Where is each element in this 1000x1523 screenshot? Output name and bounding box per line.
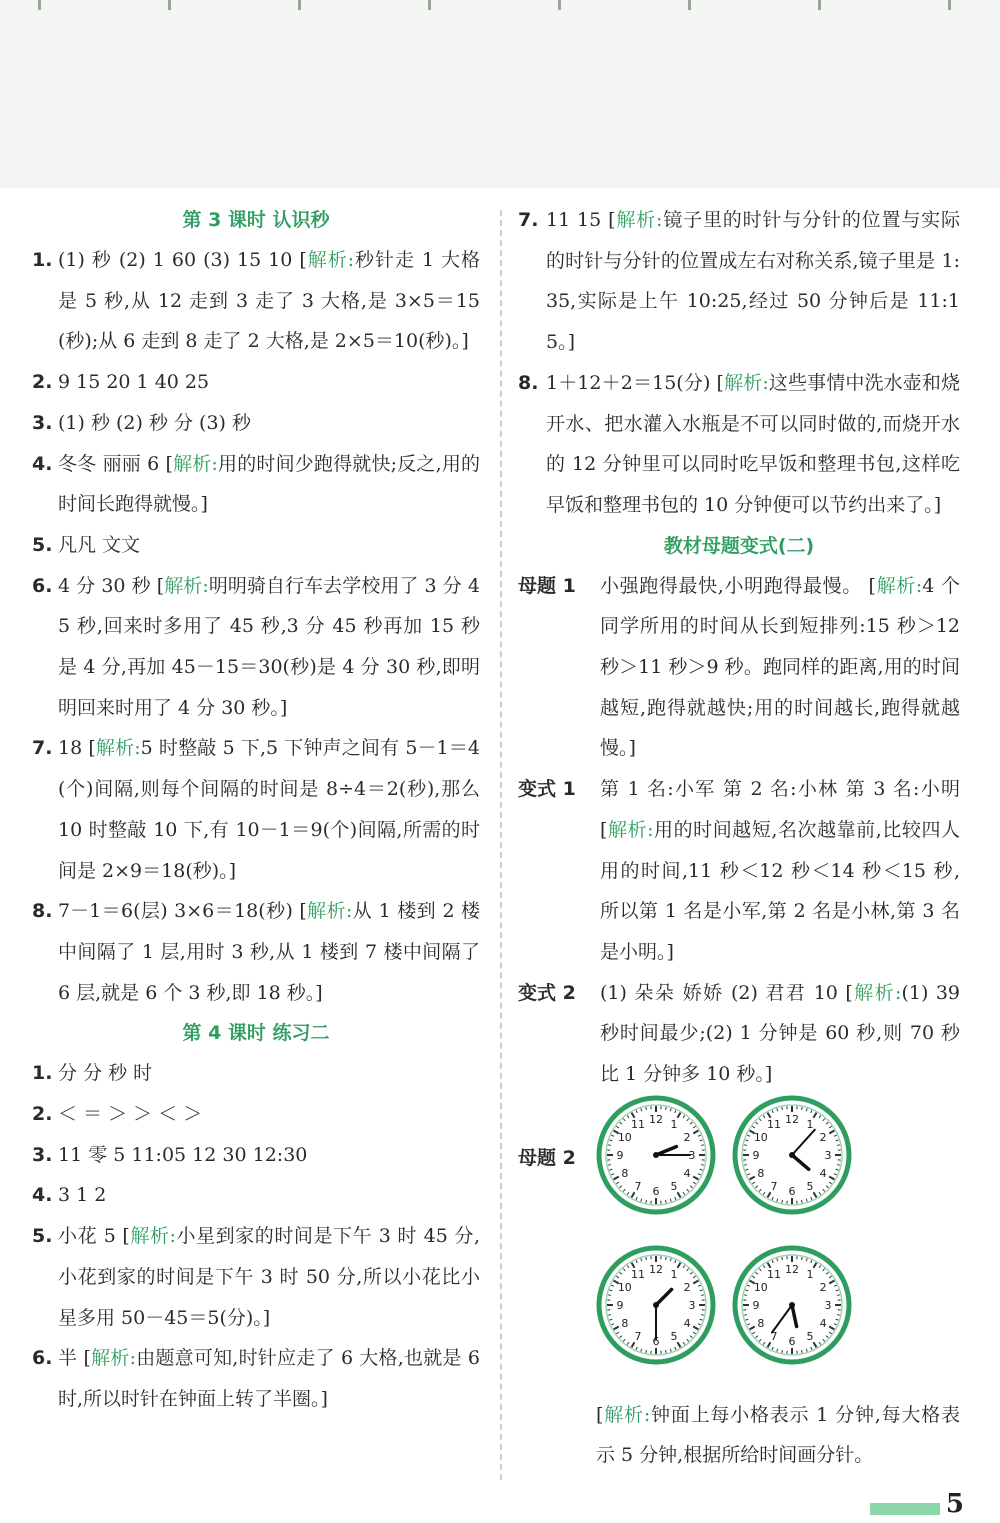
tick-mark <box>558 0 561 10</box>
analysis-text: 镜子里的时针与分针的位置与实际的时针与分针的位置成左右对称关系,镜子里是 1:35,实际是上午 10:25,经过 50 分钟后是 11:15。] <box>546 209 960 354</box>
clock-numeral: 6 <box>788 1334 796 1348</box>
clock-tick <box>666 1350 667 1353</box>
analysis-text: 用的时间少跑得就快;反之,用的时间长跑得就慢。] <box>58 452 480 516</box>
item-text <box>546 200 960 363</box>
answer-item <box>32 1053 480 1094</box>
clock-numeral: 12 <box>649 1262 663 1276</box>
analysis-tag: 解析: <box>129 1225 176 1248</box>
analysis-text: 4 个同学所用的时间从长到短排列:15 秒＞12 秒＞11 秒＞9 秒。跑同样的距离,用的时间越短,跑得就越快;用的时间越长,跑得就越慢。] <box>600 574 960 760</box>
answer-text: 半 [ <box>58 1347 91 1370</box>
item-text <box>58 1135 480 1176</box>
clock-numeral: 2 <box>683 1280 691 1294</box>
clock-numeral: 9 <box>752 1148 760 1162</box>
clock-numeral: 8 <box>757 1166 765 1180</box>
answer-text: 3 1 2 <box>58 1184 107 1207</box>
clock-numeral: 12 <box>785 1262 799 1276</box>
clock-numeral: 1 <box>806 1267 814 1281</box>
item-number: 5. <box>32 1225 53 1248</box>
clock-label: 母题 2 <box>518 1146 576 1169</box>
tick-mark <box>818 0 821 10</box>
clock-tick <box>608 1295 611 1296</box>
answer-item <box>32 891 480 1013</box>
item-number: 6. <box>32 1347 53 1370</box>
final-note: [解析:钟面上每小格表示 1 分钟,每大格表示 5 分钟,根据所给时间画分针。 <box>596 1403 960 1467</box>
item-number: 3. <box>32 1143 53 1166</box>
clock-numeral: 8 <box>757 1316 765 1330</box>
tick-mark <box>948 0 951 10</box>
analysis-tag: 解析: <box>875 574 923 597</box>
clock-numeral: 7 <box>770 1179 778 1193</box>
clock-numeral: 8 <box>621 1316 629 1330</box>
analysis-tag: 解析: <box>607 818 654 841</box>
clock-tick <box>608 1145 611 1146</box>
answer-text: 凡凡 文文 <box>58 533 141 556</box>
answer-text: (1) 秒 (2) 1 60 (3) 15 10 [ <box>58 249 307 271</box>
clock-tick <box>744 1295 747 1296</box>
clock-tick <box>837 1164 840 1165</box>
left-column <box>32 200 480 1420</box>
analysis-tag: 解析: <box>306 249 355 271</box>
clock-tick <box>646 1107 647 1110</box>
answer-item <box>518 566 960 770</box>
clock-tick <box>666 1200 667 1203</box>
top-band <box>0 0 1000 188</box>
answer-text: 分 分 秒 时 <box>58 1062 153 1085</box>
right-column <box>518 200 960 1476</box>
clock-numeral: 6 <box>652 1334 660 1348</box>
item-text <box>600 973 960 1095</box>
analysis-tag: 解析: <box>615 209 663 231</box>
clock-numeral: 9 <box>752 1298 760 1312</box>
item-text <box>546 363 960 526</box>
clock-tick <box>666 1257 667 1260</box>
analysis-text: 秒针走 1 大格是 5 秒,从 12 走到 3 走了 3 大格,是 3×5＝15(秒);从 6 走到 8 走了 2 大格,是 2×5＝10(秒)。] <box>58 249 480 353</box>
clock-numeral: 10 <box>617 1280 632 1294</box>
item-text <box>600 566 960 770</box>
analysis-tag: 解析: <box>723 371 769 394</box>
clock-numeral: 1 <box>806 1117 814 1131</box>
answer-text: 11 15 [ <box>546 209 616 231</box>
clock-numeral: 4 <box>819 1166 827 1180</box>
clock-group <box>518 1095 960 1395</box>
item-label: 母题 1 <box>518 574 576 597</box>
analysis-text: (1) 39 秒时间最少;(2) 1 分钟是 60 秒,则 70 秒比 1 分钟多 10 秒。] <box>600 981 961 1086</box>
clock-tick <box>666 1107 667 1110</box>
analysis-text: 用的时间越短,名次越靠前,比较四人用的时间,11 秒＜12 秒＜14 秒＜15 秒,所以第 1 名是小军,第 2 名是小林,第 3 名是小明。] <box>600 818 960 963</box>
clock-numeral: 6 <box>788 1184 796 1198</box>
answer-text: (1) 秒 (2) 秒 分 (3) 秒 <box>58 411 251 434</box>
clock-numeral: 5 <box>806 1179 814 1193</box>
clock-tick <box>608 1164 611 1165</box>
clock-numeral: 5 <box>670 1179 678 1193</box>
answer-item <box>32 1094 480 1135</box>
answer-item <box>518 363 960 526</box>
item-number: 7. <box>32 737 53 760</box>
clock-numeral: 11 <box>767 1117 781 1131</box>
clock-tick <box>646 1257 647 1260</box>
item-number: 1. <box>32 1062 53 1085</box>
answer-item <box>32 1135 480 1176</box>
answer-item <box>32 1175 480 1216</box>
answer-item <box>32 1216 480 1338</box>
clock-numeral: 12 <box>785 1112 799 1126</box>
clock-center <box>789 1152 795 1158</box>
analysis-text: 由题意可知,时针应走了 6 大格,也就是 6 时,所以时针在钟面上转了半圈。] <box>58 1347 481 1410</box>
clock-numeral: 10 <box>617 1130 632 1144</box>
item-text <box>58 1053 480 1094</box>
analysis-tag: 解析: <box>95 737 141 760</box>
item-number: 8. <box>518 371 539 394</box>
clock-numeral: 8 <box>621 1166 629 1180</box>
analysis-text: 从 1 楼到 2 楼中间隔了 1 层,用时 3 秒,从 1 楼到 7 楼中间隔了 6 层,就是 6 个 3 秒,即 18 秒。] <box>58 900 480 1004</box>
clock-tick <box>837 1314 840 1315</box>
clock-face-2 <box>732 1095 852 1215</box>
clock-numeral: 11 <box>767 1267 781 1281</box>
item-number: 4. <box>32 452 53 475</box>
clock-center <box>789 1302 795 1308</box>
clock-face-3 <box>596 1245 716 1365</box>
clock-numeral: 7 <box>770 1329 778 1343</box>
clock-numeral: 7 <box>634 1329 642 1343</box>
clock-tick <box>701 1295 704 1296</box>
tick-mark <box>38 0 41 10</box>
clock-tick <box>782 1200 783 1203</box>
analysis-tag: 解析: <box>852 981 902 1004</box>
item-number: 6. <box>32 574 53 597</box>
answer-text: 小强跑得最快,小明跑得最慢。 [ <box>600 574 876 597</box>
clock-numeral: 11 <box>631 1117 645 1131</box>
clock-tick <box>744 1164 747 1165</box>
clock-center <box>653 1152 659 1158</box>
item-text <box>58 403 480 444</box>
clock-numeral: 9 <box>616 1148 624 1162</box>
clock-tick <box>701 1314 704 1315</box>
analysis-text: 小星到家的时间是下午 3 时 45 分,小花到家的时间是下午 3 时 50 分,所以小花比小星多用 50－45＝5(分)。] <box>58 1225 480 1329</box>
clock-tick <box>782 1350 783 1353</box>
clock-numeral: 5 <box>806 1329 814 1343</box>
analysis-text: 5 时整敲 5 下,5 下钟声之间有 5－1＝4(个)间隔,则每个间隔的时间是 8÷4＝2(秒),那么 10 时整敲 10 下,有 10－1＝9(个)间隔,所需的时间是 2×9＝18(秒)。] <box>58 737 480 882</box>
answer-item <box>32 728 480 891</box>
item-number: 4. <box>32 1184 53 1207</box>
item-text <box>58 525 480 566</box>
clock-tick <box>802 1200 803 1203</box>
answer-text: 9 15 20 1 40 25 <box>58 371 210 394</box>
item-text <box>58 362 480 403</box>
clock-tick <box>837 1145 840 1146</box>
clock-numeral: 3 <box>824 1298 832 1312</box>
analysis-tag: 解析: <box>172 452 218 475</box>
analysis-tag: 解析: <box>90 1347 136 1370</box>
answer-text: 4 分 30 秒 [ <box>58 574 165 597</box>
clock-tick <box>744 1314 747 1315</box>
answer-item <box>518 200 960 363</box>
clock-numeral: 6 <box>652 1184 660 1198</box>
analysis-tag: 解析: <box>306 900 353 923</box>
clock-numeral: 2 <box>819 1130 827 1144</box>
item-text <box>600 769 960 973</box>
answer-item <box>518 973 960 1095</box>
item-text <box>58 444 480 525</box>
item-text <box>58 1175 480 1216</box>
clock-tick <box>701 1145 704 1146</box>
clock-numeral: 10 <box>753 1280 768 1294</box>
clock-numeral: 5 <box>670 1329 678 1343</box>
answer-item <box>32 566 480 729</box>
clock-numeral: 4 <box>683 1316 691 1330</box>
analysis-tag: 解析: <box>164 574 209 597</box>
clock-numeral: 3 <box>688 1148 696 1162</box>
column-divider <box>500 210 502 1480</box>
answer-text: 11 零 5 11:05 12 30 12:30 <box>58 1143 308 1166</box>
analysis-text: 明明骑自行车去学校用了 3 分 45 秒,回来时多用了 45 秒,3 分 45 秒再加 15 秒是 4 分,再加 45－15＝30(秒)是 4 分 30 秒,即明明回来时用了 4 分 30 秒。] <box>58 574 480 719</box>
answer-text: 冬冬 丽丽 6 [ <box>58 452 173 475</box>
clock-tick <box>837 1295 840 1296</box>
clock-center <box>653 1302 659 1308</box>
item-number: 3. <box>32 411 53 434</box>
footer-bar <box>870 1503 940 1515</box>
clock-tick <box>646 1200 647 1203</box>
answer-item <box>518 769 960 973</box>
page-number: 5 <box>945 1489 964 1519</box>
answer-text: ＜ ＝ ＞ ＞ ＜ ＞ <box>58 1103 203 1126</box>
answer-text: 第 1 名:小军 第 2 名:小林 第 3 名:小明 [ <box>600 778 960 841</box>
tick-mark <box>168 0 171 10</box>
item-text <box>58 891 480 1013</box>
answer-text: (1) 朵朵 娇娇 (2) 君君 10 [ <box>600 981 853 1004</box>
clock-numeral: 9 <box>616 1298 624 1312</box>
item-label: 变式 2 <box>518 981 576 1004</box>
section-title: 第 3 课时 认识秒 <box>182 209 330 231</box>
item-number: 7. <box>518 209 539 231</box>
item-number: 2. <box>32 371 53 394</box>
item-text <box>58 566 480 729</box>
analysis-text: 这些事情中洗水壶和烧开水、把水灌入水瓶是不可以同时做的,而烧开水的 12 分钟里可以同时吃早饭和整理书包,这样吃早饭和整理书包的 10 分钟便可以节约出来了。] <box>546 371 960 516</box>
item-text <box>58 1338 480 1419</box>
clock-numeral: 10 <box>753 1130 768 1144</box>
answer-text: 7－1＝6(层) 3×6＝18(秒) [ <box>58 900 307 923</box>
clock-tick <box>701 1164 704 1165</box>
clock-tick <box>802 1257 803 1260</box>
answer-item <box>32 525 480 566</box>
answer-item <box>32 240 480 362</box>
item-number: 8. <box>32 900 53 923</box>
clock-numeral: 12 <box>649 1112 663 1126</box>
clock-numeral: 2 <box>683 1130 691 1144</box>
clock-tick <box>646 1350 647 1353</box>
clock-tick <box>782 1107 783 1110</box>
item-number: 2. <box>32 1103 53 1126</box>
answer-text: 18 [ <box>58 737 96 760</box>
item-text <box>58 240 480 362</box>
clock-tick <box>744 1145 747 1146</box>
item-text <box>58 1094 480 1135</box>
answer-item <box>32 444 480 525</box>
clock-numeral: 3 <box>688 1298 696 1312</box>
clock-tick <box>802 1350 803 1353</box>
clock-numeral: 4 <box>683 1166 691 1180</box>
answer-item <box>32 1338 480 1419</box>
answer-item <box>32 403 480 444</box>
tick-mark <box>428 0 431 10</box>
item-number: 5. <box>32 533 53 556</box>
answer-text: 小花 5 [ <box>58 1225 130 1248</box>
clock-face-4 <box>732 1245 852 1365</box>
answer-item <box>32 362 480 403</box>
tick-mark <box>688 0 691 10</box>
clock-tick <box>802 1107 803 1110</box>
clock-numeral: 1 <box>670 1267 678 1281</box>
item-text <box>58 1216 480 1338</box>
clock-face-1 <box>596 1095 716 1215</box>
clock-numeral: 7 <box>634 1179 642 1193</box>
tick-mark <box>298 0 301 10</box>
item-text <box>58 728 480 891</box>
item-number: 1. <box>32 249 53 271</box>
section-title: 教材母题变式(二) <box>663 534 815 557</box>
clock-tick <box>608 1314 611 1315</box>
clock-numeral: 3 <box>824 1148 832 1162</box>
item-label: 变式 1 <box>518 778 576 801</box>
clock-numeral: 4 <box>819 1316 827 1330</box>
answer-text: 1＋12＋2＝15(分) [ <box>546 371 724 394</box>
clock-numeral: 1 <box>670 1117 678 1131</box>
section-title: 第 4 课时 练习二 <box>182 1022 330 1045</box>
clock-numeral: 11 <box>631 1267 645 1281</box>
clock-numeral: 2 <box>819 1280 827 1294</box>
clock-tick <box>782 1257 783 1260</box>
